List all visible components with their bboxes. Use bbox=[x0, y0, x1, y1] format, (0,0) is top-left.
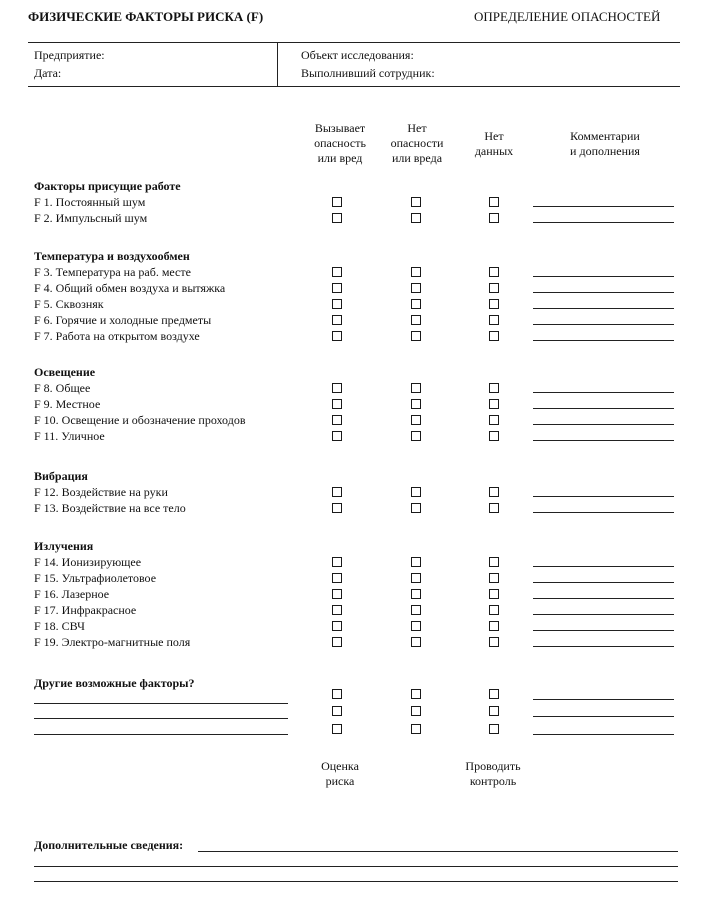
no-danger-checkbox[interactable] bbox=[411, 637, 421, 647]
control-label: Проводить контроль bbox=[465, 759, 521, 788]
factor-label: F 10. Освещение и обозначение проходов bbox=[34, 413, 246, 427]
comment-line[interactable] bbox=[533, 324, 674, 325]
no-danger-checkbox[interactable] bbox=[411, 331, 421, 341]
comment-line[interactable] bbox=[533, 566, 674, 567]
no-data-checkbox[interactable] bbox=[489, 197, 499, 207]
checkbox[interactable] bbox=[489, 706, 499, 716]
factor-label: F 1. Постоянный шум bbox=[34, 195, 146, 209]
no-data-checkbox[interactable] bbox=[489, 503, 499, 513]
no-danger-checkbox[interactable] bbox=[411, 399, 421, 409]
comment-line[interactable] bbox=[533, 699, 674, 700]
comment-line[interactable] bbox=[533, 512, 674, 513]
no-danger-checkbox[interactable] bbox=[411, 605, 421, 615]
no-data-checkbox[interactable] bbox=[489, 299, 499, 309]
comment-line[interactable] bbox=[533, 496, 674, 497]
no-data-checkbox[interactable] bbox=[489, 589, 499, 599]
checkbox[interactable] bbox=[332, 724, 342, 734]
comment-line[interactable] bbox=[533, 614, 674, 615]
no-danger-checkbox[interactable] bbox=[411, 487, 421, 497]
factor-label: F 16. Лазерное bbox=[34, 587, 110, 601]
no-data-checkbox[interactable] bbox=[489, 557, 499, 567]
factor-label: F 2. Импульсный шум bbox=[34, 211, 148, 225]
causes-checkbox[interactable] bbox=[332, 399, 342, 409]
factor-label: F 17. Инфракрасное bbox=[34, 603, 137, 617]
no-data-checkbox[interactable] bbox=[489, 573, 499, 583]
comment-line[interactable] bbox=[533, 276, 674, 277]
no-data-checkbox[interactable] bbox=[489, 331, 499, 341]
checkbox[interactable] bbox=[332, 706, 342, 716]
causes-checkbox[interactable] bbox=[332, 415, 342, 425]
no-data-checkbox[interactable] bbox=[489, 415, 499, 425]
col-header-no-danger: Нет опасности или вреда bbox=[390, 121, 444, 165]
checkbox[interactable] bbox=[411, 724, 421, 734]
factor-label: F 5. Сквозняк bbox=[34, 297, 104, 311]
comment-line[interactable] bbox=[533, 716, 674, 717]
col-header-comments: Комментарии и дополнения bbox=[570, 129, 640, 158]
employee-label: Выполнивший сотрудник: bbox=[301, 66, 435, 80]
causes-checkbox[interactable] bbox=[332, 605, 342, 615]
no-danger-checkbox[interactable] bbox=[411, 503, 421, 513]
factor-label: F 11. Уличное bbox=[34, 429, 105, 443]
factor-label: F 8. Общее bbox=[34, 381, 91, 395]
no-danger-checkbox[interactable] bbox=[411, 315, 421, 325]
no-danger-checkbox[interactable] bbox=[411, 283, 421, 293]
no-data-checkbox[interactable] bbox=[489, 315, 499, 325]
checkbox[interactable] bbox=[489, 689, 499, 699]
causes-checkbox[interactable] bbox=[332, 197, 342, 207]
no-data-checkbox[interactable] bbox=[489, 431, 499, 441]
section-title: Излучения bbox=[34, 539, 94, 553]
causes-checkbox[interactable] bbox=[332, 557, 342, 567]
comment-line[interactable] bbox=[533, 206, 674, 207]
form-subtitle: ОПРЕДЕЛЕНИЕ ОПАСНОСТЕЙ bbox=[474, 9, 661, 24]
info-box-divider bbox=[277, 42, 278, 86]
object-label: Объект исследования: bbox=[301, 48, 414, 62]
comment-line[interactable] bbox=[533, 582, 674, 583]
causes-checkbox[interactable] bbox=[332, 431, 342, 441]
factor-label: F 13. Воздействие на все тело bbox=[34, 501, 186, 515]
checkbox[interactable] bbox=[411, 689, 421, 699]
section-title: Факторы присущие работе bbox=[34, 179, 181, 193]
factor-label: F 18. СВЧ bbox=[34, 619, 85, 633]
comment-line[interactable] bbox=[533, 598, 674, 599]
other-factor-line[interactable] bbox=[34, 734, 288, 735]
comment-line[interactable] bbox=[533, 408, 674, 409]
comment-line[interactable] bbox=[533, 646, 674, 647]
factor-label: F 9. Местное bbox=[34, 397, 101, 411]
comment-line[interactable] bbox=[533, 440, 674, 441]
checkbox[interactable] bbox=[332, 689, 342, 699]
additional-info-line[interactable] bbox=[198, 851, 678, 852]
no-danger-checkbox[interactable] bbox=[411, 267, 421, 277]
causes-checkbox[interactable] bbox=[332, 573, 342, 583]
col-header-no-data: Нет данных bbox=[474, 129, 514, 158]
no-data-checkbox[interactable] bbox=[489, 213, 499, 223]
no-danger-checkbox[interactable] bbox=[411, 589, 421, 599]
no-data-checkbox[interactable] bbox=[489, 621, 499, 631]
causes-checkbox[interactable] bbox=[332, 213, 342, 223]
risk-assessment-label: Оценка риска bbox=[321, 759, 359, 788]
info-box-top bbox=[28, 42, 680, 43]
enterprise-label: Предприятие: bbox=[34, 48, 105, 62]
causes-checkbox[interactable] bbox=[332, 487, 342, 497]
no-data-checkbox[interactable] bbox=[489, 605, 499, 615]
comment-line[interactable] bbox=[533, 222, 674, 223]
no-danger-checkbox[interactable] bbox=[411, 573, 421, 583]
other-factors-title: Другие возможные факторы? bbox=[34, 676, 195, 690]
section-title: Температура и воздухообмен bbox=[34, 249, 190, 263]
factor-label: F 15. Ультрафиолетовое bbox=[34, 571, 157, 585]
no-data-checkbox[interactable] bbox=[489, 383, 499, 393]
no-danger-checkbox[interactable] bbox=[411, 383, 421, 393]
no-danger-checkbox[interactable] bbox=[411, 213, 421, 223]
comment-line[interactable] bbox=[533, 734, 674, 735]
causes-checkbox[interactable] bbox=[332, 331, 342, 341]
causes-checkbox[interactable] bbox=[332, 299, 342, 309]
causes-checkbox[interactable] bbox=[332, 283, 342, 293]
causes-checkbox[interactable] bbox=[332, 267, 342, 277]
no-data-checkbox[interactable] bbox=[489, 637, 499, 647]
no-data-checkbox[interactable] bbox=[489, 399, 499, 409]
no-danger-checkbox[interactable] bbox=[411, 299, 421, 309]
other-factor-line[interactable] bbox=[34, 718, 288, 719]
no-data-checkbox[interactable] bbox=[489, 487, 499, 497]
comment-line[interactable] bbox=[533, 630, 674, 631]
causes-checkbox[interactable] bbox=[332, 315, 342, 325]
no-data-checkbox[interactable] bbox=[489, 283, 499, 293]
date-label: Дата: bbox=[34, 66, 62, 80]
causes-checkbox[interactable] bbox=[332, 637, 342, 647]
factor-label: F 19. Электро-магнитные поля bbox=[34, 635, 191, 649]
factor-label: F 12. Воздействие на руки bbox=[34, 485, 168, 499]
col-header-causes: Вызывает опасность или вред bbox=[314, 121, 366, 165]
comment-line[interactable] bbox=[533, 392, 674, 393]
factor-label: F 7. Работа на открытом воздухе bbox=[34, 329, 200, 343]
no-danger-checkbox[interactable] bbox=[411, 415, 421, 425]
section-title: Вибрация bbox=[34, 469, 88, 483]
additional-info-line[interactable] bbox=[34, 881, 678, 882]
factor-label: F 6. Горячие и холодные предметы bbox=[34, 313, 212, 327]
causes-checkbox[interactable] bbox=[332, 383, 342, 393]
no-danger-checkbox[interactable] bbox=[411, 557, 421, 567]
no-danger-checkbox[interactable] bbox=[411, 621, 421, 631]
no-data-checkbox[interactable] bbox=[489, 267, 499, 277]
section-title: Освещение bbox=[34, 365, 96, 379]
additional-info-label: Дополнительные сведения: bbox=[34, 838, 184, 852]
info-box-bottom bbox=[28, 86, 680, 87]
additional-info-line[interactable] bbox=[34, 866, 678, 867]
no-danger-checkbox[interactable] bbox=[411, 197, 421, 207]
causes-checkbox[interactable] bbox=[332, 621, 342, 631]
other-factor-line[interactable] bbox=[34, 703, 288, 704]
checkbox[interactable] bbox=[411, 706, 421, 716]
comment-line[interactable] bbox=[533, 424, 674, 425]
causes-checkbox[interactable] bbox=[332, 503, 342, 513]
no-danger-checkbox[interactable] bbox=[411, 431, 421, 441]
checkbox[interactable] bbox=[489, 724, 499, 734]
factor-label: F 3. Температура на раб. месте bbox=[34, 265, 191, 279]
causes-checkbox[interactable] bbox=[332, 589, 342, 599]
factor-label: F 14. Ионизирующее bbox=[34, 555, 142, 569]
comment-line[interactable] bbox=[533, 308, 674, 309]
form-title: ФИЗИЧЕСКИЕ ФАКТОРЫ РИСКА (F) bbox=[28, 9, 264, 24]
factor-label: F 4. Общий обмен воздуха и вытяжка bbox=[34, 281, 226, 295]
comment-line[interactable] bbox=[533, 292, 674, 293]
comment-line[interactable] bbox=[533, 340, 674, 341]
